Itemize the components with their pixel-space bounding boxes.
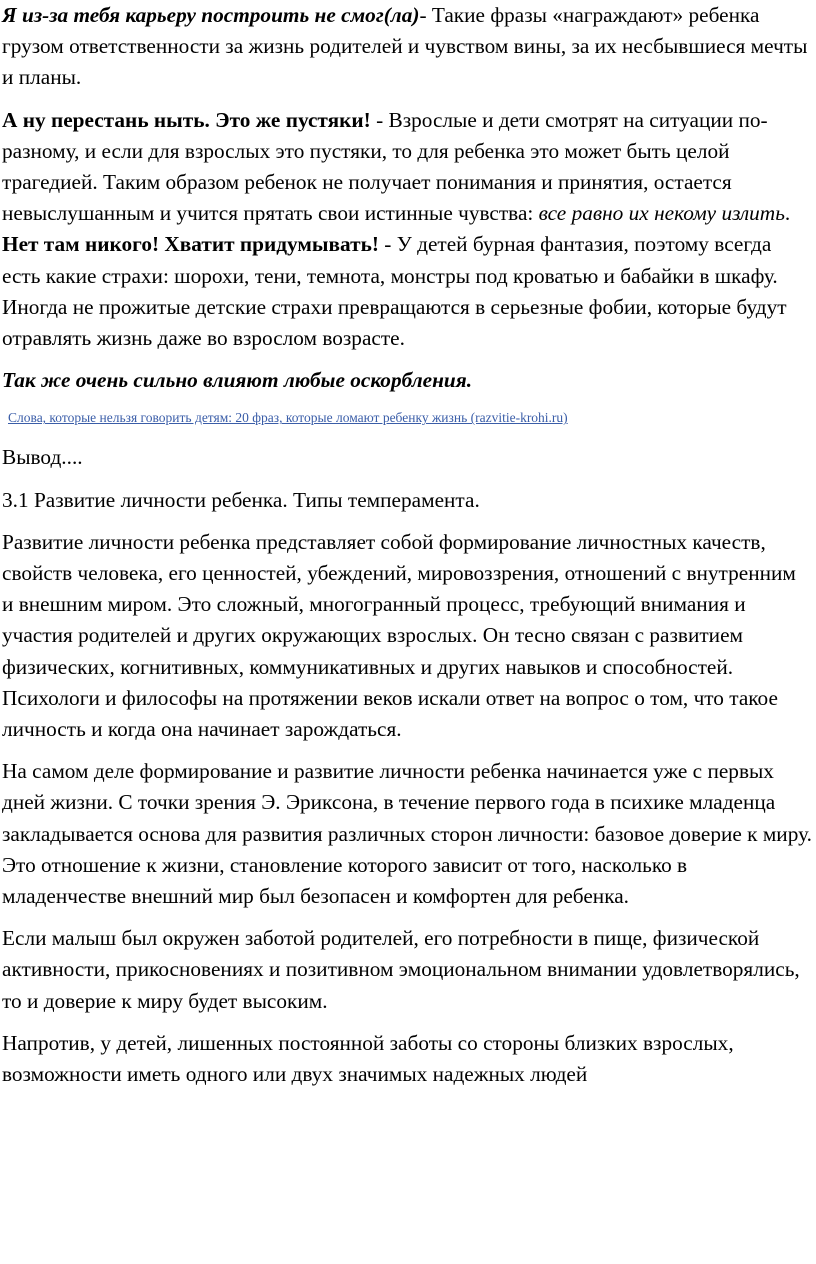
phrase-career: Я из-за тебя карьеру построить не смог(ла) xyxy=(2,3,420,27)
paragraph-stop-whining-end: . xyxy=(784,201,791,226)
paragraph-stop-whining-italic: все равно их некому излить xyxy=(538,201,785,226)
paragraph-nobody-there-text: - У детей бурная фантазия, поэтому всегда есть какие страхи: шорохи, тени, темнота, монстры под кроватью и бабайки в шкафу. Иногда не прожитые детские страхи превращаются в серьезные фобии, которые будут отравлять жизнь даже во взрослом возрасте. xyxy=(2,232,787,351)
paragraph-care: Если малыш был окружен заботой родителей, его потребности в пище, физической активности, прикосновениях и позитивном эмоциональном внимании удовлетворялись, то и доверие к миру будет высоким. xyxy=(2,926,800,1013)
paragraph-career xyxy=(2,0,812,94)
source-link-line xyxy=(2,408,812,428)
paragraph-career-text: - Такие фразы «награждают» ребенка грузом ответственности за жизнь родителей и чувством вины, за их несбывшиеся мечты и планы. xyxy=(2,3,808,90)
conclusion-heading: Вывод.... xyxy=(2,445,83,470)
phrase-nobody-there: Нет там никого! Хватит придумывать! xyxy=(2,232,379,257)
phrase-stop-whining: А ну перестань ныть. Это же пустяки! xyxy=(2,107,371,132)
source-link[interactable]: Слова, которые нельзя говорить детям: 20 фраз, которые ломают ребенку жизнь (razvitie-krohi.ru) xyxy=(8,410,568,426)
paragraph-insults: Так же очень сильно влияют любые оскорбления. xyxy=(2,368,473,393)
paragraph-stop-whining xyxy=(2,105,812,230)
paragraph-stop-whining-text: - Взрослые и дети смотрят на ситуации по-разному, и если для взрослых это пустяки, то для ребенка это может быть целой трагедией. Таким образом ребенок не получает понимания и принятия, остается невыслушанным и учится прятать свои истинные чувства: xyxy=(2,107,768,226)
paragraph-deprived-children: Напротив, у детей, лишенных постоянной заботы со стороны близких взрослых, возможности иметь одного или двух значимых надежных людей xyxy=(2,1030,734,1087)
paragraph-personality-development: Развитие личности ребенка представляет собой формирование личностных качеств, свойств человека, его ценностей, убеждений, мировоззрения, отношений с внутренним и внешним миром. Это сложный, многогранный процесс, требующий внимания и участия родителей и других окружающих взрослых. Он тесно связан с развитием физических, когнитивных, коммуникативных и других навыков и способностей. Психологи и философы на протяжении веков искали ответ на вопрос о том, что такое личность и когда она начинает зарождаться. xyxy=(2,529,796,742)
paragraph-nobody-there xyxy=(2,229,812,354)
paragraph-erikson: На самом деле формирование и развитие личности ребенка начинается уже с первых дней жизни. С точки зрения Э. Эриксона, в течение первого года в психике младенца закладывается основа для развития различных сторон личности: базовое доверие к миру. Это отношение к жизни, становление которого зависит от того, насколько в младенчестве внешний мир был безопасен и комфортен для ребенка. xyxy=(2,759,812,909)
section-heading: 3.1 Развитие личности ребенка. Типы темперамента. xyxy=(2,487,480,512)
